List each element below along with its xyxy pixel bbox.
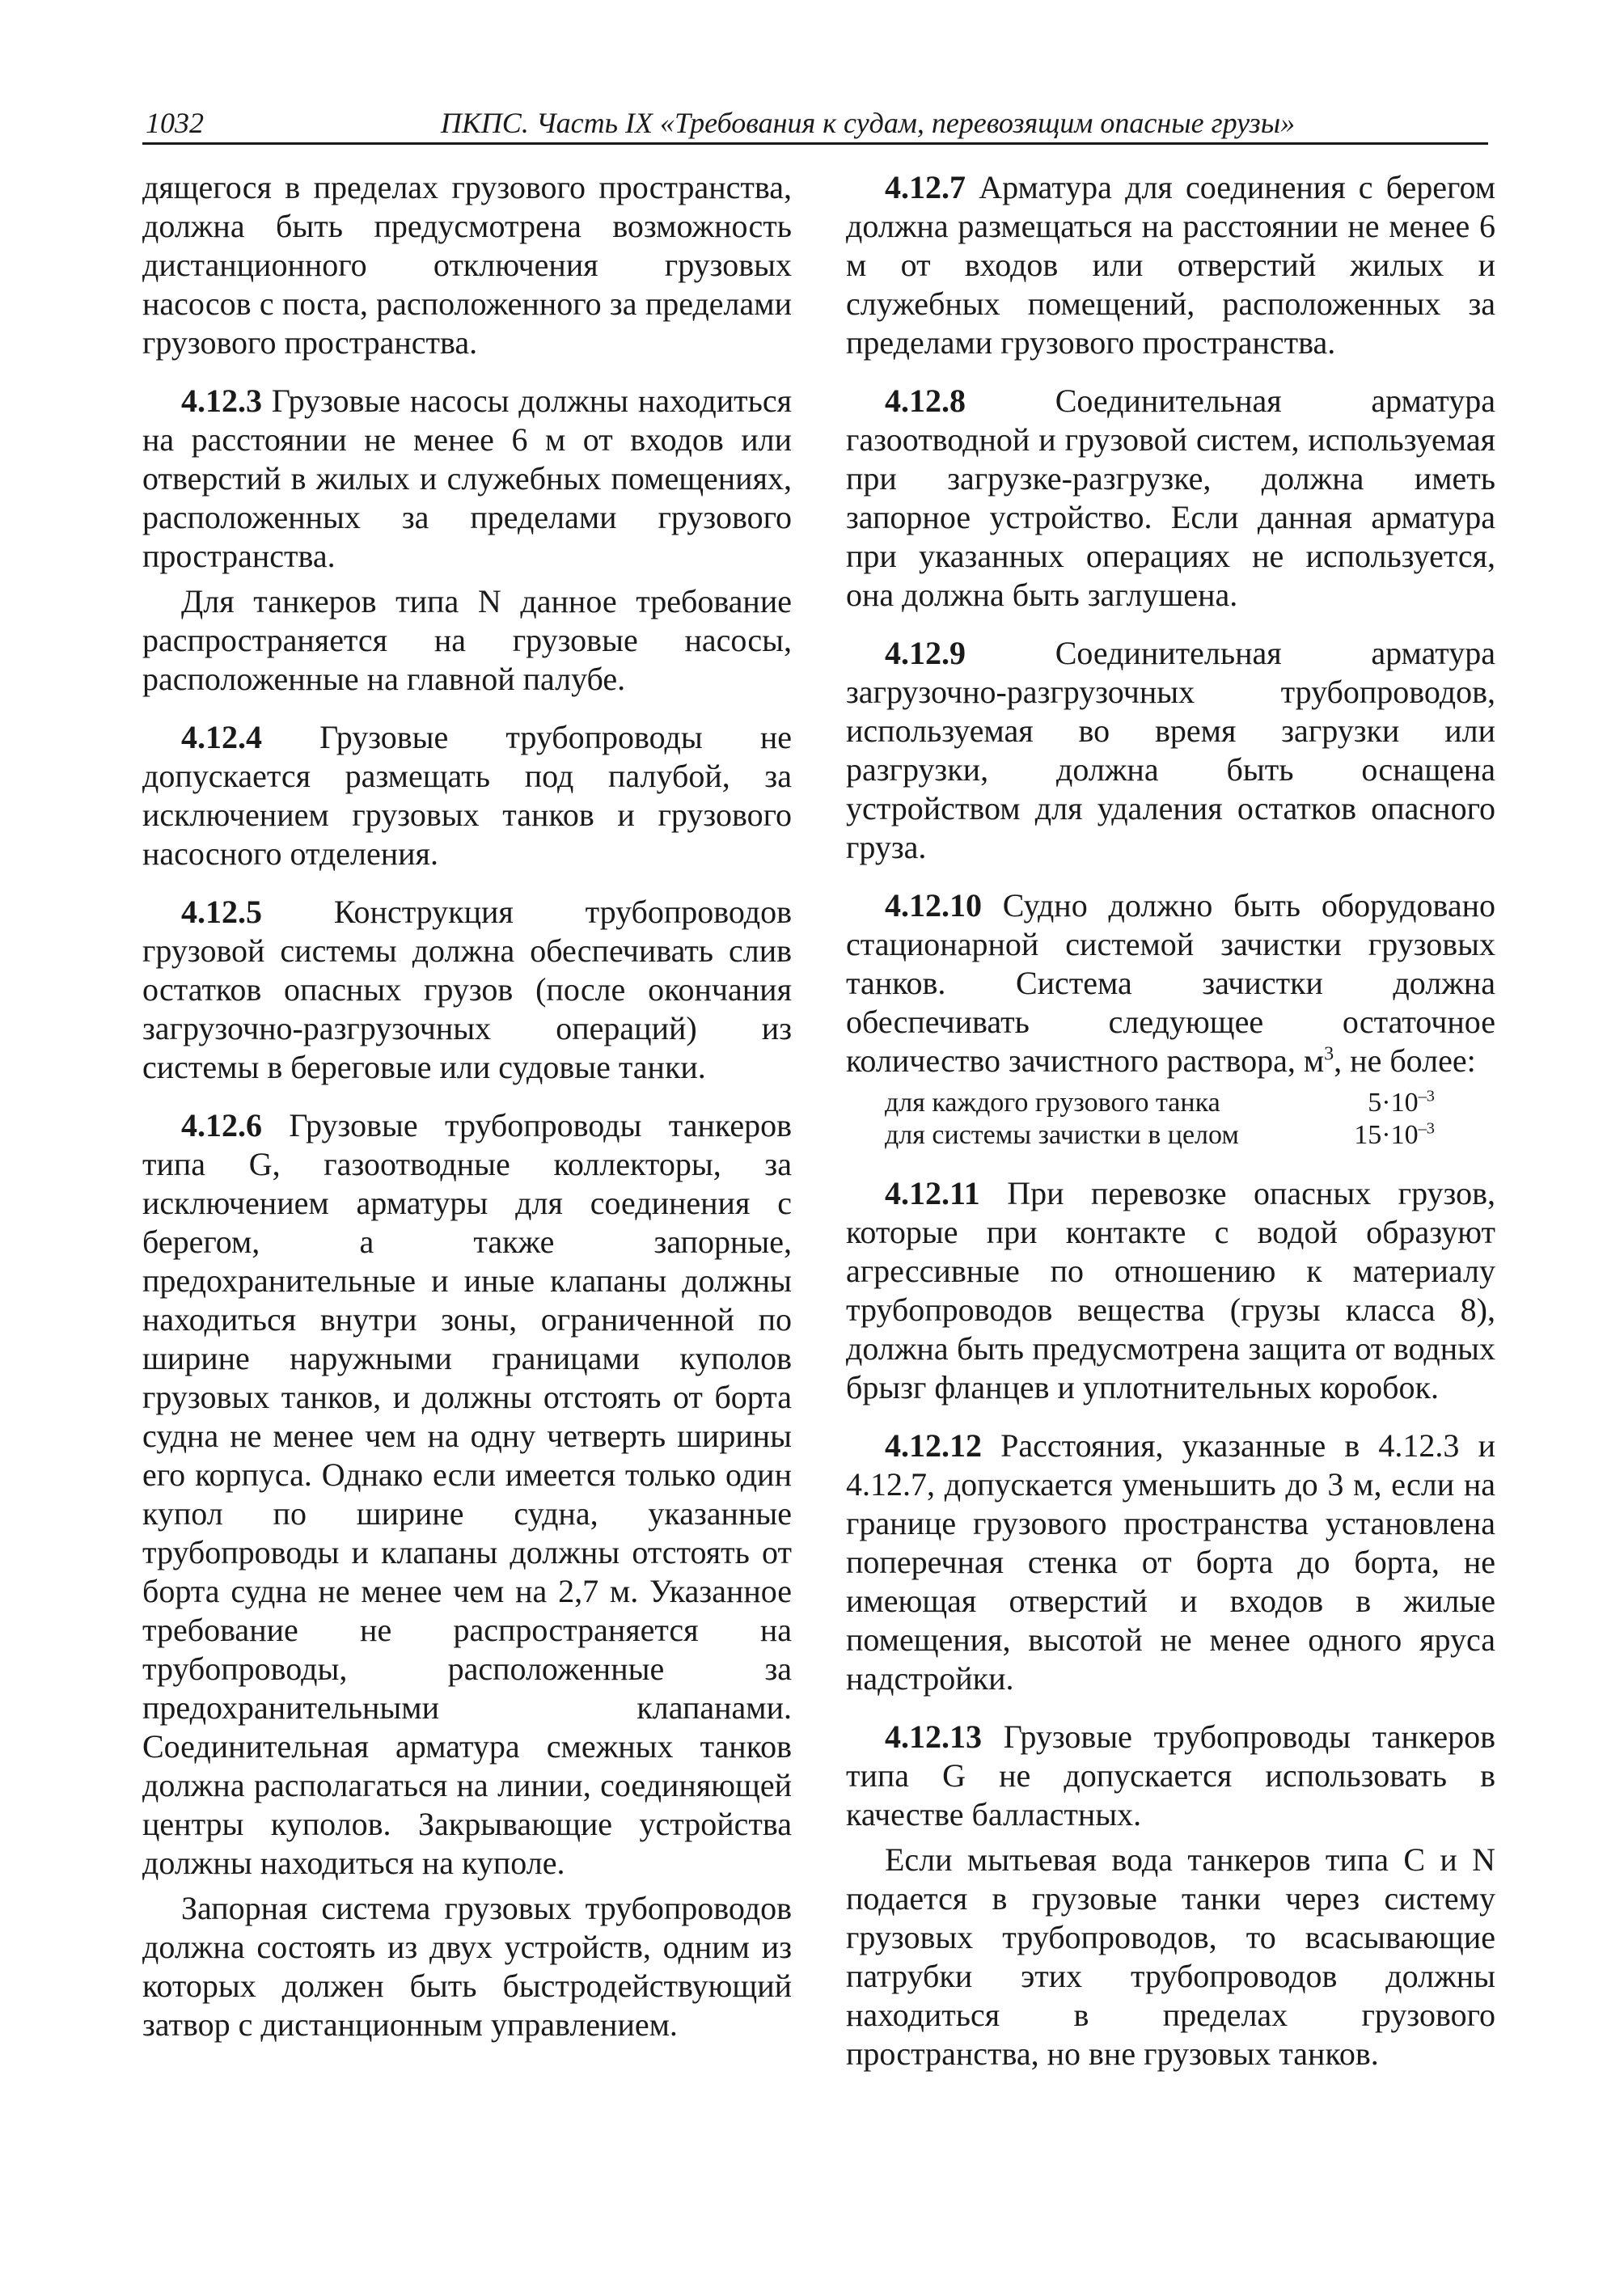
residual-quantity-list xyxy=(846,1087,1495,1152)
section-text: Грузовые насосы должны находиться на расстоянии не менее 6 м от входов или отверстий в жилых и служебных помещениях, расположенных за пределами грузового пространства. xyxy=(142,383,792,574)
section-4-12-6 xyxy=(142,1106,792,1883)
right-column xyxy=(846,168,1495,2093)
section-4-12-10 xyxy=(846,886,1495,1080)
spec-exponent: –3 xyxy=(1418,1087,1435,1105)
paragraph-tanker-n: Для танкеров типа N данное требование распространяется на грузовые насосы, расположенные на главной палубе. xyxy=(142,583,792,697)
paragraph-wash-water: Если мытьевая вода танкеров типа C и N подается в грузовые танки через систему грузовых трубопроводов, то всасывающие патрубки этих трубопроводов должны находиться в пределах грузового пространства, но вне грузовых танков. xyxy=(846,1841,1495,2072)
section-text: Конструкция трубопроводов грузовой системы должна обеспечивать слив остатков опасных грузов (после окончания загрузочно-разгрузочных операций) из системы в береговые или судовые танки. xyxy=(142,894,792,1085)
left-column xyxy=(142,168,792,2064)
spec-value xyxy=(1338,1119,1435,1152)
section-number: 4.12.8 xyxy=(885,383,966,419)
running-header xyxy=(142,104,1488,145)
section-4-12-9 xyxy=(846,634,1495,867)
section-text: Расстояния, указанные в 4.12.3 и 4.12.7, допускается уменьшить до 3 м, если на границе грузового пространства установлена поперечная стенка от борта до борта, не имеющая отверстий и входов в жилые помещения, высотой не менее одного яруса надстройки. xyxy=(846,1427,1496,1697)
section-text: Арматура для соединения с берегом должна размещаться на расстоянии не менее 6 м от входов или отверстий жилых и служебных помещений, расположенных за пределами грузового пространства. xyxy=(846,169,1496,361)
spec-label: для каждого грузового танка xyxy=(885,1088,1220,1118)
header-title: ПКПС. Часть IX «Требования к судам, перевозящим опасные грузы» xyxy=(440,107,1296,139)
section-number: 4.12.5 xyxy=(181,894,262,930)
section-4-12-7 xyxy=(846,168,1495,362)
superscript: 3 xyxy=(1324,1043,1334,1065)
section-number: 4.12.6 xyxy=(181,1107,262,1143)
spec-exponent: –3 xyxy=(1418,1119,1435,1138)
section-text-end: , не более: xyxy=(1334,1042,1476,1079)
spec-mantissa: 15·10 xyxy=(1354,1120,1419,1150)
section-number: 4.12.11 xyxy=(885,1175,980,1211)
paragraph-continued: дящегося в пределах грузового пространства, должна быть предусмотрена возможность дистанционного отключения грузовых насосов с поста, расположенного за пределами грузового пространства. xyxy=(142,169,792,361)
section-4-12-5 xyxy=(142,893,792,1087)
section-4-12-8 xyxy=(846,382,1495,615)
section-number: 4.12.13 xyxy=(885,1718,982,1755)
paragraph-lock-system: Запорная система грузовых трубопроводов должна состоять из двух устройств, одним из которых должен быть быстродействующий затвор с дистанционным управлением. xyxy=(142,1890,792,2043)
section-number: 4.12.12 xyxy=(885,1427,982,1464)
section-number: 4.12.10 xyxy=(885,887,982,924)
section-4-12-4 xyxy=(142,718,792,873)
section-number: 4.12.9 xyxy=(885,635,966,671)
spec-row xyxy=(846,1087,1495,1119)
section-4-12-3 xyxy=(142,382,792,576)
section-4-12-13 xyxy=(846,1718,1495,1834)
spec-label: для системы зачистки в целом xyxy=(885,1120,1239,1150)
page-number: 1032 xyxy=(146,107,204,139)
spec-row xyxy=(846,1119,1495,1152)
section-text: Грузовые трубопроводы танкеров типа G не допускается использовать в качестве балластных. xyxy=(846,1718,1496,1832)
section-text: Грузовые трубопроводы не допускается размещать под палубой, за исключением грузовых танков и грузового насосного отделения. xyxy=(142,719,792,872)
section-text: Грузовые трубопроводы танкеров типа G, газоотводные коллекторы, за исключением арматуры для соединения с берегом, а также запорные, предохранительные и иные клапаны должны находиться внутри зоны, ограниченной по ширине наружными границами куполов грузовых танков, и должны отстоять от борта судна не менее чем на одну четверть ширины его корпуса. Однако если имеется только один купол по ширине судна, указанные трубопроводы и клапаны должны отстоять от борта судна не менее чем на 2,7 м. Указанное требование не распространяется на трубопроводы, расположенные за предохранительными клапанами. Соединительная арматура смежных танков должна располагаться на линии, соединяющей центры куполов. Закрывающие устройства должны находиться на куполе. xyxy=(142,1107,792,1881)
section-number: 4.12.7 xyxy=(885,169,966,205)
section-text: Соединительная арматура загрузочно-разгрузочных трубопроводов, используемая во время загрузки или разгрузки, должна быть оснащена устройством для удаления остатков опасного груза. xyxy=(846,635,1496,865)
section-text: Судно должно быть оборудовано стационарной системой зачистки грузовых танков. Система зачистки должна обеспечивать следующее остаточное количество зачистного раствора, м xyxy=(846,887,1495,1079)
section-text: При перевозке опасных грузов, которые при контакте с водой образуют агрессивные по отношению к материалу трубопроводов вещества (грузы класса 8), должна быть предусмотрена защита от водных брызг фланцев и уплотнительных коробок. xyxy=(846,1175,1495,1405)
section-4-12-12 xyxy=(846,1427,1495,1698)
section-text: Соединительная арматура газоотводной и грузовой систем, используемая при загрузке-разгрузке, должна иметь запорное устройство. Если данная арматура при указанных операциях не используется, она должна быть заглушена. xyxy=(846,383,1496,613)
spec-value xyxy=(1338,1087,1435,1119)
section-number: 4.12.4 xyxy=(181,719,262,755)
section-number: 4.12.3 xyxy=(181,383,262,419)
spec-mantissa: 5·10 xyxy=(1368,1088,1419,1118)
section-4-12-11 xyxy=(846,1174,1495,1407)
